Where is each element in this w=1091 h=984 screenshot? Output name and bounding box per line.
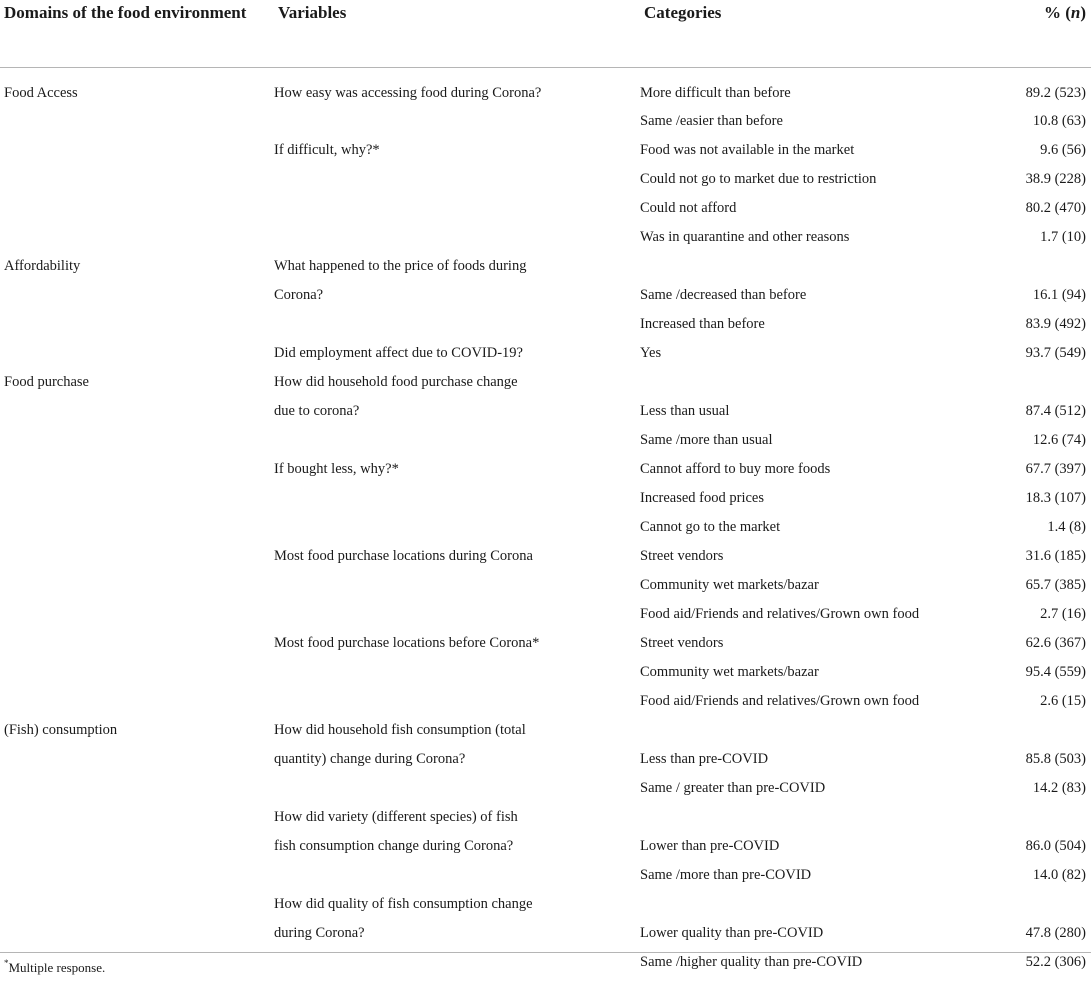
category-cell: Street vendors: [640, 635, 724, 651]
table-row: [0, 224, 1091, 253]
category-cell: Food was not available in the market: [640, 142, 855, 158]
domain-cell: Food Access: [4, 84, 78, 101]
percent-cell: 14.0 (82): [1032, 867, 1086, 883]
header-n-italic: n: [1070, 3, 1081, 22]
percent-cell: 83.9 (492): [1025, 316, 1086, 332]
header-percent-prefix: % (: [1043, 3, 1071, 22]
percent-cell: 10.8 (63): [1032, 113, 1086, 129]
table-row: [0, 340, 1091, 369]
category-cell: Same /more than pre-COVID: [640, 867, 812, 883]
domain-cell: [0, 398, 274, 427]
footnote: [4, 960, 105, 976]
percent-cell: 62.6 (367): [1025, 635, 1086, 651]
category-cell: Food aid/Friends and relatives/Grown own food: [640, 606, 920, 622]
table-row: [0, 891, 1091, 920]
domain-cell: [0, 833, 274, 862]
table-row: [0, 485, 1091, 514]
percent-cell: [970, 891, 1091, 920]
domain-cell: Affordability: [4, 258, 81, 274]
variable-cell: How did variety (different species) of fish: [274, 809, 518, 825]
variable-cell: [274, 485, 640, 514]
percent-cell: 38.9 (228): [1025, 171, 1086, 187]
percent-cell: 52.2 (306): [1025, 954, 1086, 970]
table-header: [0, 0, 1091, 67]
table-row: [0, 427, 1091, 456]
domain-cell: [0, 601, 274, 630]
domain-cell: [0, 746, 274, 775]
table-row: [0, 67, 1091, 108]
category-cell: Cannot go to the market: [640, 519, 781, 535]
table-bottom-rule: [0, 952, 1091, 953]
table-row: [0, 166, 1091, 195]
domain-cell: [0, 485, 274, 514]
table-row: [0, 659, 1091, 688]
domain-cell: [0, 282, 274, 311]
table-row: [0, 514, 1091, 543]
variable-cell: [274, 601, 640, 630]
header-percent-n: [970, 0, 1091, 67]
category-cell: Same /decreased than before: [640, 287, 807, 303]
category-cell: Was in quarantine and other reasons: [640, 229, 850, 245]
table-row: [0, 543, 1091, 572]
percent-cell: 2.6 (15): [1040, 693, 1086, 709]
variable-cell: [274, 688, 640, 717]
table-row: [0, 688, 1091, 717]
percent-cell: 1.7 (10): [1040, 229, 1086, 245]
percent-cell: 12.6 (74): [1032, 432, 1086, 448]
category-cell: [640, 804, 970, 833]
variable-cell: during Corona?: [274, 925, 365, 941]
percent-cell: 47.8 (280): [1025, 925, 1086, 941]
domain-cell: [0, 456, 274, 485]
category-cell: Same /easier than before: [640, 113, 783, 129]
table-row: [0, 398, 1091, 427]
variable-cell: [274, 572, 640, 601]
percent-cell: 80.2 (470): [1025, 200, 1086, 216]
table-row: [0, 369, 1091, 398]
table-row: [0, 920, 1091, 949]
percent-cell: 89.2 (523): [1025, 84, 1086, 101]
variable-cell: What happened to the price of foods during: [274, 258, 527, 274]
percent-cell: 31.6 (185): [1025, 548, 1086, 564]
percent-cell: [970, 253, 1091, 282]
table-row: [0, 282, 1091, 311]
variable-cell: If difficult, why?*: [274, 142, 380, 158]
domain-cell: [0, 891, 274, 920]
table-row: [0, 630, 1091, 659]
percent-cell: 85.8 (503): [1025, 751, 1086, 767]
domain-cell: [0, 630, 274, 659]
category-cell: [640, 717, 970, 746]
percent-cell: 86.0 (504): [1025, 838, 1086, 854]
domain-cell: [0, 775, 274, 804]
category-cell: Food aid/Friends and relatives/Grown own food: [640, 693, 920, 709]
variable-cell: due to corona?: [274, 403, 360, 419]
category-cell: Could not go to market due to restriction: [640, 171, 877, 187]
header-categories: Categories: [640, 0, 970, 67]
category-cell: Could not afford: [640, 200, 737, 216]
domain-cell: [0, 543, 274, 572]
variable-cell: quantity) change during Corona?: [274, 751, 466, 767]
percent-cell: 87.4 (512): [1025, 403, 1086, 419]
variable-cell: [274, 195, 640, 224]
table-row: [0, 456, 1091, 485]
variable-cell: How did household fish consumption (total: [274, 722, 526, 738]
percent-cell: 14.2 (83): [1032, 780, 1086, 796]
variable-cell: [274, 862, 640, 891]
variable-cell: If bought less, why?*: [274, 461, 399, 477]
category-cell: More difficult than before: [640, 84, 791, 101]
variable-cell: [274, 514, 640, 543]
variable-cell: [274, 659, 640, 688]
variable-cell: How did household food purchase change: [274, 374, 518, 390]
header-variables: Variables: [274, 0, 640, 67]
variable-cell: fish consumption change during Corona?: [274, 838, 514, 854]
variable-cell: [274, 311, 640, 340]
category-cell: [640, 369, 970, 398]
percent-cell: 95.4 (559): [1025, 664, 1086, 680]
category-cell: Same /more than usual: [640, 432, 773, 448]
domain-cell: [0, 427, 274, 456]
variable-cell: [274, 224, 640, 253]
percent-cell: 93.7 (549): [1025, 345, 1086, 361]
domain-cell: [0, 514, 274, 543]
domain-cell: [0, 920, 274, 949]
variable-cell: [274, 108, 640, 137]
table-row: [0, 717, 1091, 746]
header-row: [0, 0, 1091, 67]
category-cell: Less than usual: [640, 403, 730, 419]
category-cell: Lower than pre-COVID: [640, 838, 780, 854]
table-row: [0, 572, 1091, 601]
percent-cell: [970, 804, 1091, 833]
variable-cell: [274, 427, 640, 456]
percent-cell: 1.4 (8): [1047, 519, 1086, 535]
domain-cell: [0, 166, 274, 195]
percent-cell: 2.7 (16): [1040, 606, 1086, 622]
domain-cell: [0, 137, 274, 166]
domain-cell: [0, 108, 274, 137]
variable-cell: How did quality of fish consumption change: [274, 896, 533, 912]
category-cell: Yes: [640, 345, 662, 361]
variable-cell: Most food purchase locations before Corona*: [274, 635, 540, 651]
table-row: [0, 311, 1091, 340]
percent-cell: 9.6 (56): [1040, 142, 1086, 158]
table-row: [0, 804, 1091, 833]
variable-cell: [274, 166, 640, 195]
domain-cell: [0, 224, 274, 253]
percent-cell: [970, 369, 1091, 398]
domain-cell: [0, 804, 274, 833]
header-percent-suffix: ): [1080, 3, 1086, 22]
variable-cell: Most food purchase locations during Corona: [274, 548, 533, 564]
category-cell: Same / greater than pre-COVID: [640, 780, 826, 796]
percent-cell: 18.3 (107): [1025, 490, 1086, 506]
percent-cell: 67.7 (397): [1025, 461, 1086, 477]
table-row: [0, 949, 1091, 978]
footnote-mark: *: [4, 958, 9, 968]
domain-cell: [0, 688, 274, 717]
domain-cell: [0, 572, 274, 601]
domain-cell: [0, 659, 274, 688]
header-domains: Domains of the food environment: [0, 0, 274, 67]
domain-cell: [0, 862, 274, 891]
variable-cell: Did employment affect due to COVID-19?: [274, 345, 523, 361]
category-cell: Community wet markets/bazar: [640, 664, 819, 680]
category-cell: Less than pre-COVID: [640, 751, 769, 767]
table-body: [0, 67, 1091, 978]
category-cell: Cannot afford to buy more foods: [640, 461, 831, 477]
category-cell: Increased food prices: [640, 490, 764, 506]
table-row: [0, 746, 1091, 775]
variable-cell: [274, 775, 640, 804]
table-row: [0, 253, 1091, 282]
footnote-text: Multiple response.: [8, 960, 106, 975]
table-row: [0, 108, 1091, 137]
table-row: [0, 601, 1091, 630]
domain-cell: [0, 311, 274, 340]
category-cell: Increased than before: [640, 316, 765, 332]
domain-cell: (Fish) consumption: [4, 722, 118, 738]
table-row: [0, 862, 1091, 891]
variable-cell: How easy was accessing food during Corona?: [274, 84, 542, 101]
domain-cell: [0, 195, 274, 224]
percent-cell: [970, 717, 1091, 746]
category-cell: Lower quality than pre-COVID: [640, 925, 824, 941]
variable-cell: [274, 949, 640, 978]
variable-cell: Corona?: [274, 287, 324, 303]
category-cell: [640, 253, 970, 282]
percent-cell: 65.7 (385): [1025, 577, 1086, 593]
table-row: [0, 195, 1091, 224]
table-row: [0, 137, 1091, 166]
domain-cell: [0, 340, 274, 369]
category-cell: Street vendors: [640, 548, 724, 564]
category-cell: [640, 891, 970, 920]
category-cell: Same /higher quality than pre-COVID: [640, 954, 863, 970]
percent-cell: 16.1 (94): [1032, 287, 1086, 303]
table-row: [0, 775, 1091, 804]
domain-cell: Food purchase: [4, 374, 89, 390]
category-cell: Community wet markets/bazar: [640, 577, 819, 593]
table-row: [0, 833, 1091, 862]
